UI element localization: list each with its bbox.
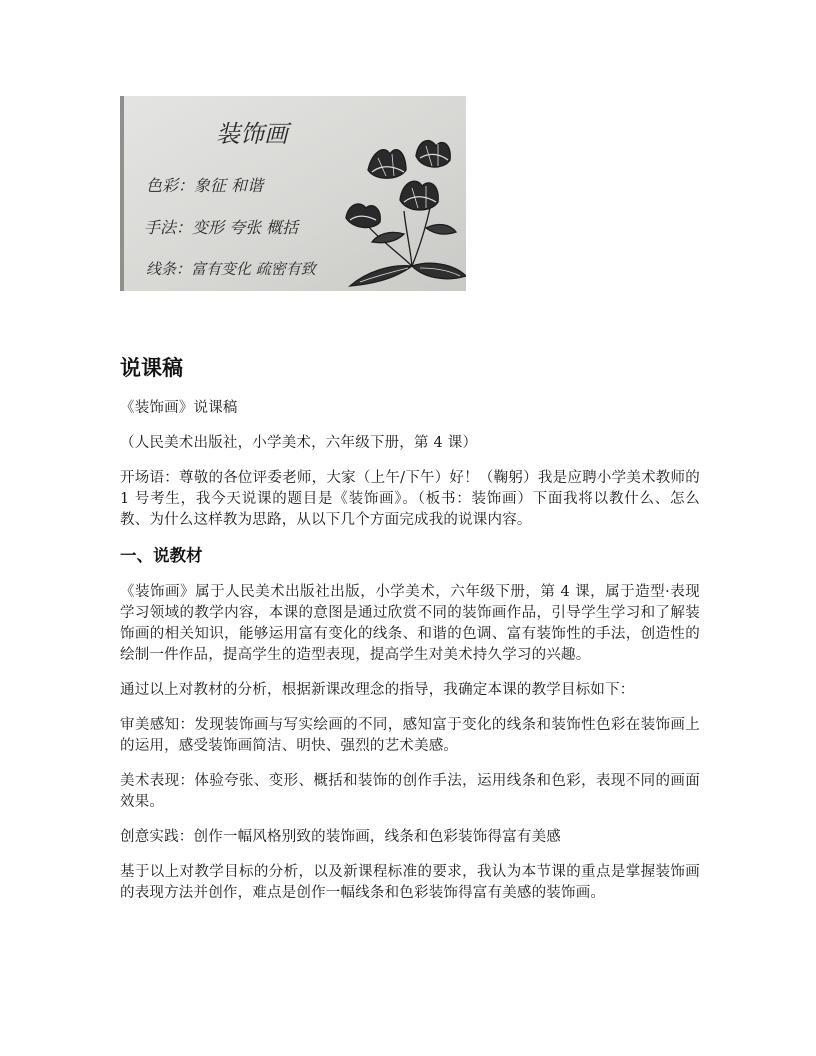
blackboard-photo [120, 96, 466, 291]
document-page [120, 96, 700, 904]
handwriting-title: 装饰画 [216, 120, 288, 148]
key-points-paragraph: 基于以上对教学目标的分析，以及新课程标准的要求，我认为本节课的重点是掌握装饰画的表现方法并创作，难点是创作一幅线条和色彩装饰得富有美感的装饰画。 [120, 864, 700, 901]
document-title: 说课稿 [120, 356, 183, 380]
goal-aesthetic-paragraph: 审美感知：发现装饰画与写实绘画的不同，感知富于变化的线条和装饰性色彩在装饰画上的运用，感受装饰画简洁、明快、强烈的艺术美感。 [120, 717, 700, 754]
lesson-subtitle: 《装饰画》说课稿 [120, 400, 238, 416]
section-heading-textbook: 一、说教材 [120, 546, 203, 565]
objectives-intro-paragraph: 通过以上对教材的分析，根据新课改理念的指导，我确定本课的教学目标如下： [120, 682, 635, 698]
goal-creative-paragraph: 创意实践：创作一幅风格别致的装饰画，线条和色彩装饰得富有美感 [120, 829, 561, 845]
handwriting-line2: 手法：变形 夸张 概括 [144, 218, 299, 237]
textbook-analysis-paragraph: 《装饰画》属于人民美术出版社出版，小学美术，六年级下册，第 4 课，属于造型·表现学习领域的教学内容，本课的意图是通过欣赏不同的装饰画作品，引导学生学习和了解装饰画的相关知识，能够运用富有变化的线条、和谐的色调、富有装饰性的手法，创造性的绘制一件作品，提高学生的造型表现，提高学生对美术持久学习的兴趣。 [120, 584, 700, 663]
goal-expression-paragraph: 美术表现：体验夸张、变形、概括和装饰的创作手法，运用线条和色彩，表现不同的画面效果。 [120, 773, 700, 810]
publisher-line: （人民美术出版社，小学美术，六年级下册，第 4 课） [120, 435, 478, 451]
opening-paragraph: 开场语：尊敬的各位评委老师，大家（上午/下午）好！（鞠躬）我是应聘小学美术教师的 1 号考生，我今天说课的题目是《装饰画》。（板书：装饰画）下面我将以教什么、怎么教、为什么这样教为思路，从以下几个方面完成我的说课内容。 [120, 470, 700, 528]
handwriting-line1: 色彩：象征 和谐 [146, 176, 264, 195]
handwriting-line3: 线条：富有变化 疏密有致 [146, 260, 316, 278]
